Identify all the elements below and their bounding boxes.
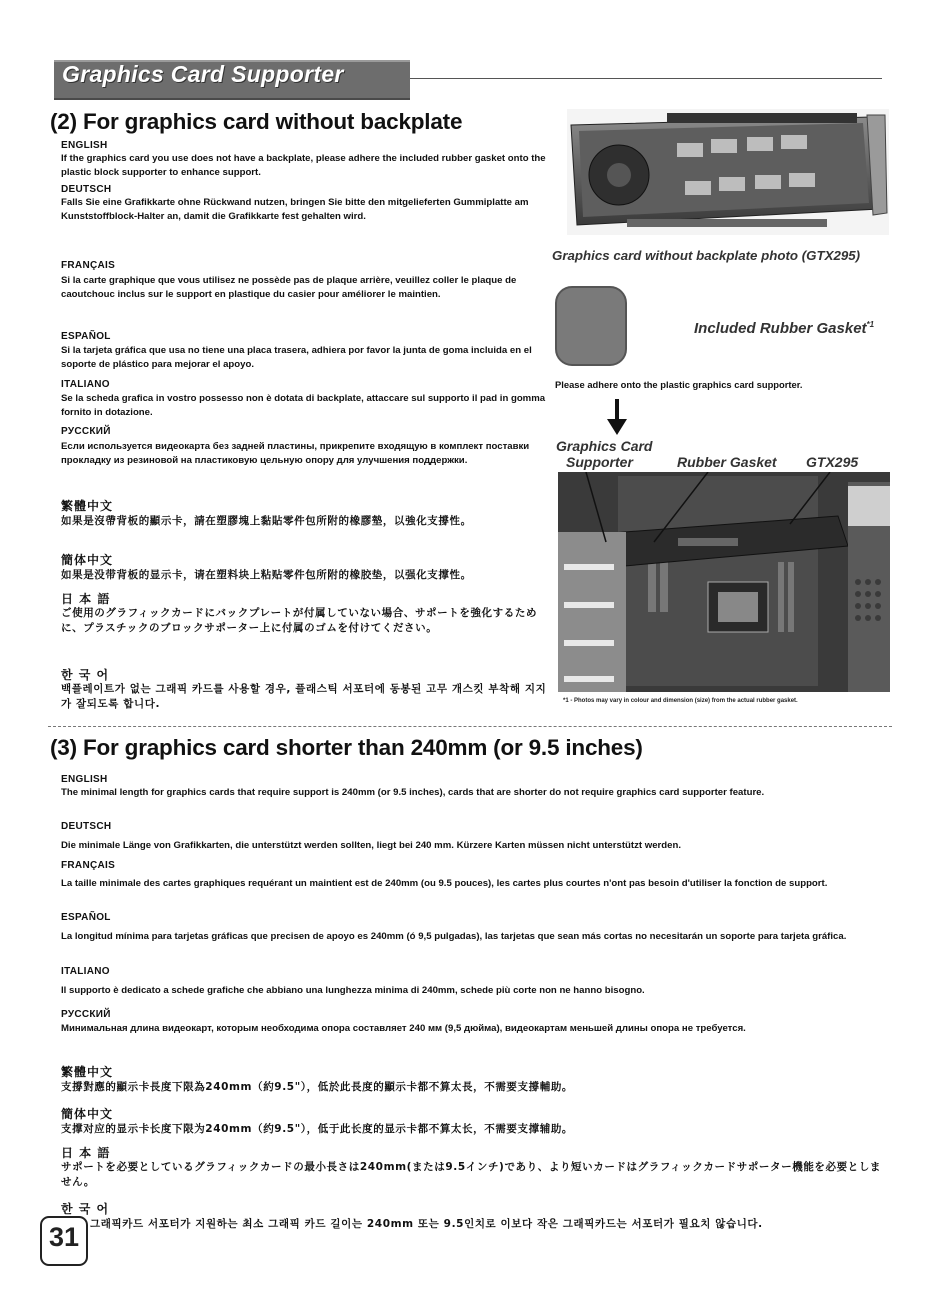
gasket-label: Included Rubber Gasket$^{*1}$ bbox=[694, 320, 875, 337]
lang-heading-francais: FRANÇAIS bbox=[61, 260, 116, 271]
page-number: 31 bbox=[48, 1222, 80, 1252]
text-english: If the graphics card you use does not have a backplate, please adhere the included rubber gasket onto the plastic block supporter to enhance support. bbox=[61, 153, 546, 178]
s3-lang-heading-italiano: ITALIANO bbox=[61, 966, 110, 977]
label-gtx295: GTX295 bbox=[806, 454, 859, 470]
text-deutsch: Falls Sie eine Grafikkarte ohne Rückwand nutzen, bringen Sie bitte den mitgelieferten Gummiplatte am Kunststoffblock-Halter an, damit die Grafikkarte fest gehalten wird. bbox=[61, 197, 529, 222]
text-ja: ご使用のグラフィックカードにバックプレートが付属していない場合、サポートを強化するために、プラスチックのブロックサポーター上に付属のゴムを付けてください。 bbox=[61, 607, 538, 634]
s3-text-english: The minimal length for graphics cards that require support is 240mm (or 9.5 inches), cards that are shorter do not require graphics card supporter feature. bbox=[61, 787, 765, 798]
rubber-gasket-image bbox=[554, 285, 628, 367]
text-espanol: Si la tarjeta gráfica que usa no tiene una placa trasera, adhiera por favor la junta de goma incluida en el soporte de plástico para mejorar el apoyo. bbox=[61, 345, 532, 370]
s3-text-francais: La taille minimale des cartes graphiques requérant un maintient est de 240mm (ou 9.5 pouces), les cartes plus courtes n'ont pas besoin d'utiliser la fonction de support. bbox=[61, 878, 828, 889]
s3-lang-heading-ja: 日 本 語 bbox=[61, 1146, 111, 1160]
s3-lang-heading-english: ENGLISH bbox=[61, 774, 108, 785]
s3-text-italiano: Il supporto è dedicato a schede grafiche che abbiano una lunghezza minima di 240mm, schede più corte non ne hanno bisogno. bbox=[61, 985, 645, 996]
header-rule bbox=[410, 78, 882, 79]
lang-heading-ko: 한 국 어 bbox=[61, 668, 110, 682]
s3-lang-heading-ko: 한 국 어 bbox=[61, 1202, 110, 1216]
text-ko: 백플레이트가 없는 그래픽 카드를 사용할 경우, 플래스틱 서포터에 동봉된 고무 개스킷 부착해 지지가 잘되도록 합니다. bbox=[61, 683, 547, 710]
s3-lang-heading-zh-tw: 繁體中文 bbox=[61, 1065, 114, 1079]
page-title: Graphics Card Supporter bbox=[62, 61, 344, 87]
s3-lang-heading-zh-cn: 簡体中文 bbox=[61, 1107, 114, 1121]
s3-text-russian: Минимальная длина видеокарт, которым необходима опора составляет 240 мм (9,5 дюйма), видеокартам меньшей длины опора не требуется. bbox=[61, 1023, 746, 1034]
s3-lang-heading-deutsch: DEUTSCH bbox=[61, 821, 112, 832]
label-rubber-gasket: Rubber Gasket bbox=[677, 454, 777, 470]
s3-lang-heading-russian: РУССКИЙ bbox=[61, 1009, 111, 1020]
lang-heading-russian: РУССКИЙ bbox=[61, 426, 111, 437]
s3-text-ko: 그래픽카드 서포터가 지원하는 최소 그래픽 카드 길이는 240mm 또는 9.5인치로 이보다 작은 그래픽카드는 서포터가 필요치 않습니다. bbox=[90, 1218, 763, 1230]
lang-heading-ja: 日 本 語 bbox=[61, 592, 111, 606]
label-supporter-line2: Supporter bbox=[566, 454, 633, 470]
graphics-card-photo bbox=[567, 109, 889, 235]
footnote-mark: *1 bbox=[866, 320, 875, 329]
installed-supporter-photo bbox=[558, 472, 890, 692]
s3-text-zh-tw: 支撐對應的顯示卡長度下限為240mm（約9.5"），低於此長度的顯示卡都不算太長，不需要支撐輔助。 bbox=[61, 1081, 574, 1093]
text-italiano: Se la scheda grafica in vostro possesso non è dotata di backplate, attaccare sul supporto il pad in gomma fornito in dotazione. bbox=[61, 393, 546, 418]
s3-text-deutsch: Die minimale Länge von Grafikkarten, die unterstützt werden sollten, liegt bei 240 mm. Kürzere Karten müssen nicht unterstützt werden. bbox=[61, 840, 682, 851]
section-3-title: (3) For graphics card shorter than 240mm (or 9.5 inches) bbox=[50, 735, 643, 760]
s3-lang-heading-francais: FRANÇAIS bbox=[61, 860, 116, 871]
lang-heading-zh-tw: 繁體中文 bbox=[61, 499, 114, 513]
lang-heading-espanol: ESPAÑOL bbox=[61, 331, 111, 342]
s3-text-espanol: La longitud mínima para tarjetas gráficas que precisen de apoyo es 240mm (ó 9,5 pulgadas), las tarjetas que sean más cortas no necesitarán un soporte para tarjeta gráfica. bbox=[61, 931, 847, 942]
s3-lang-heading-espanol: ESPAÑOL bbox=[61, 912, 111, 923]
photo-footnote: *1 - Photos may vary in colour and dimension (size) from the actual rubber gasket. bbox=[563, 698, 798, 704]
text-zh-cn: 如果是没带背板的显示卡，请在塑料块上粘贴零件包所附的橡胶垫，以强化支撑性。 bbox=[61, 569, 472, 581]
lang-heading-zh-cn: 簡体中文 bbox=[61, 553, 114, 567]
lang-heading-italiano: ITALIANO bbox=[61, 379, 110, 390]
down-arrow-icon bbox=[605, 399, 629, 437]
s3-text-ja: サポートを必要としているグラフィックカードの最小長さは240mm(または9.5インチ)であり、より短いカードはグラフィックカードサポーター機能を必要としません。 bbox=[61, 1161, 882, 1188]
text-zh-tw: 如果是沒帶背板的顯示卡，請在塑膠塊上黏貼零件包所附的橡膠墊，以強化支撐性。 bbox=[61, 515, 472, 527]
section-divider bbox=[48, 726, 892, 727]
text-russian: Если используется видеокарта без задней пластины, прикрепите входящую в комплект поставки прокладку из резиновой на пластиковую цельную опору для улучшения поддержки. bbox=[61, 441, 530, 466]
section-2-title: (2) For graphics card without backplate bbox=[50, 109, 463, 134]
adhere-note: Please adhere onto the plastic graphics card supporter. bbox=[555, 379, 803, 390]
photo-caption: Graphics card without backplate photo (GTX295) bbox=[552, 248, 861, 263]
lang-heading-deutsch: DEUTSCH bbox=[61, 184, 112, 195]
text-francais: Si la carte graphique que vous utilisez ne possède pas de plaque arrière, veuillez coller le plaque de caoutchouc inclus sur le support en plastique du casier pour améliorer le maintien. bbox=[61, 275, 517, 300]
lang-heading-english: ENGLISH bbox=[61, 140, 108, 151]
label-supporter-line1: Graphics Card bbox=[556, 438, 653, 454]
s3-text-zh-cn: 支撑对应的显示卡长度下限为240mm（约9.5"），低于此长度的显示卡都不算太长，不需要支撑辅助。 bbox=[61, 1123, 574, 1135]
